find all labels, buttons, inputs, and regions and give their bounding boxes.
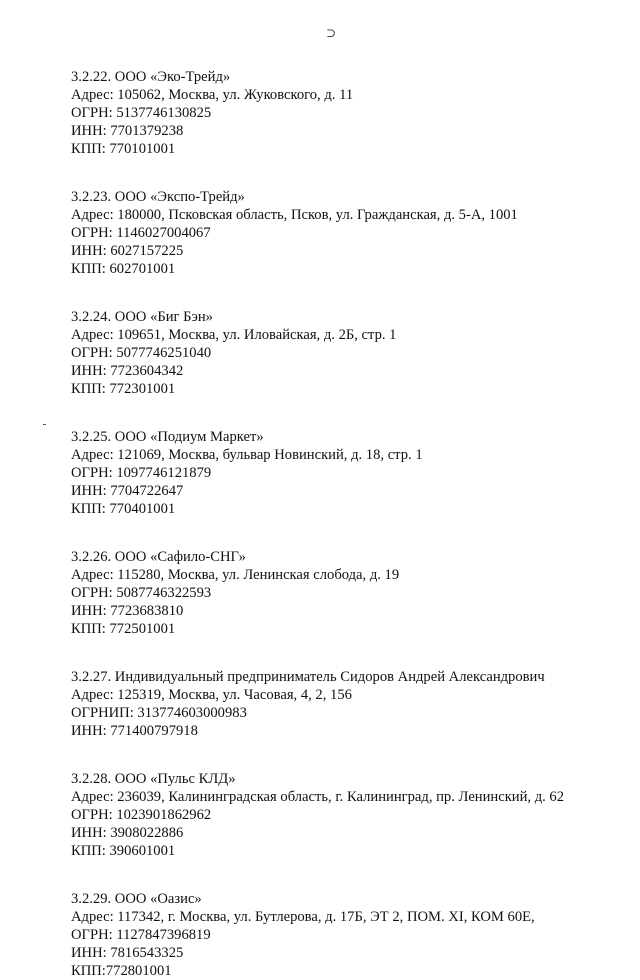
entry-name: ООО «Эко-Трейд» [114, 69, 231, 85]
entry-number: 3.2.25. [71, 429, 112, 445]
entry-title [71, 428, 631, 446]
entry-title [71, 548, 631, 566]
entry-block [71, 188, 631, 278]
entry-kpp: КПП: 390601001 [71, 843, 176, 859]
entry-kpp: КПП: 602701001 [71, 261, 176, 277]
entry-ogrn: ОГРН: 5087746322593 [71, 585, 212, 601]
entry-name: Индивидуальный предприниматель Сидоров Андрей Александрович [114, 669, 545, 685]
entry-address: Адрес: 105062, Москва, ул. Жуковского, д. 11 [71, 87, 354, 103]
entry-block [71, 770, 631, 860]
entry-inn: ИНН: 7723683810 [71, 603, 184, 619]
entry-name: ООО «Пульс КЛД» [114, 771, 236, 787]
entry-ogrn: ОГРН: 5077746251040 [71, 345, 212, 361]
entry-title [71, 188, 631, 206]
entry-inn: ИНН: 7704722647 [71, 483, 184, 499]
entry-ogrn: ОГРН: 1097746121879 [71, 465, 212, 481]
entry-address: Адрес: 115280, Москва, ул. Ленинская слобода, д. 19 [71, 567, 400, 583]
entry-inn: ИНН: 6027157225 [71, 243, 184, 259]
entry-kpp: КПП: 772501001 [71, 621, 176, 637]
entry-kpp: КПП: 770401001 [71, 501, 176, 517]
entry-kpp: КПП:772801001 [71, 963, 172, 979]
entry-number: 3.2.29. [71, 891, 112, 907]
entry-block [71, 68, 631, 158]
entry-ogrn: ОГРН: 1023901862962 [71, 807, 212, 823]
entry-address: Адрес: 236039, Калининградская область, г. Калининград, пр. Ленинский, д. 62 [71, 789, 565, 805]
entry-inn: ИНН: 7816543325 [71, 945, 184, 961]
page-mark: ⊃ [326, 26, 337, 40]
entry-ogrn: ОГРН: 1127847396819 [71, 927, 211, 943]
entries-list [71, 68, 631, 980]
entry-name: ООО «Оазис» [114, 891, 202, 907]
entry-ogrn: ОГРН: 5137746130825 [71, 105, 212, 121]
entry-address: Адрес: 121069, Москва, бульвар Новинский, д. 18, стр. 1 [71, 447, 423, 463]
entry-name: ООО «Экспо-Трейд» [114, 189, 245, 205]
entry-block [71, 548, 631, 638]
entry-address: Адрес: 109651, Москва, ул. Иловайская, д. 2Б, стр. 1 [71, 327, 397, 343]
entry-address: Адрес: 180000, Псковская область, Псков, ул. Гражданская, д. 5-А, 1001 [71, 207, 518, 223]
entry-number: 3.2.27. [71, 669, 112, 685]
entry-title [71, 68, 631, 86]
entry-inn: ИНН: 7701379238 [71, 123, 184, 139]
entry-number: 3.2.23. [71, 189, 112, 205]
entry-ogrnip: ОГРНИП: 313774603000983 [71, 705, 247, 721]
entry-number: 3.2.28. [71, 771, 112, 787]
entry-block [71, 668, 631, 740]
entry-name: ООО «Биг Бэн» [114, 309, 213, 325]
entry-block [71, 308, 631, 398]
entry-name: ООО «Подиум Маркет» [114, 429, 264, 445]
entry-inn: ИНН: 771400797918 [71, 723, 198, 739]
entry-title [71, 668, 631, 686]
entry-address: Адрес: 125319, Москва, ул. Часовая, 4, 2, 156 [71, 687, 352, 703]
scan-speck [43, 424, 46, 425]
entry-title [71, 308, 631, 326]
entry-title [71, 770, 631, 788]
entry-number: 3.2.24. [71, 309, 112, 325]
entry-block [71, 890, 631, 980]
entry-ogrn: ОГРН: 1146027004067 [71, 225, 211, 241]
entry-kpp: КПП: 770101001 [71, 141, 176, 157]
entry-inn: ИНН: 3908022886 [71, 825, 184, 841]
entry-name: ООО «Сафило-СНГ» [114, 549, 246, 565]
entry-kpp: КПП: 772301001 [71, 381, 176, 397]
entry-number: 3.2.22. [71, 69, 112, 85]
entry-title [71, 890, 631, 908]
entry-block [71, 428, 631, 518]
entry-number: 3.2.26. [71, 549, 112, 565]
entry-address: Адрес: 117342, г. Москва, ул. Бутлерова, д. 17Б, ЭТ 2, ПОМ. XI, КОМ 60Е, [71, 909, 535, 925]
entry-inn: ИНН: 7723604342 [71, 363, 184, 379]
